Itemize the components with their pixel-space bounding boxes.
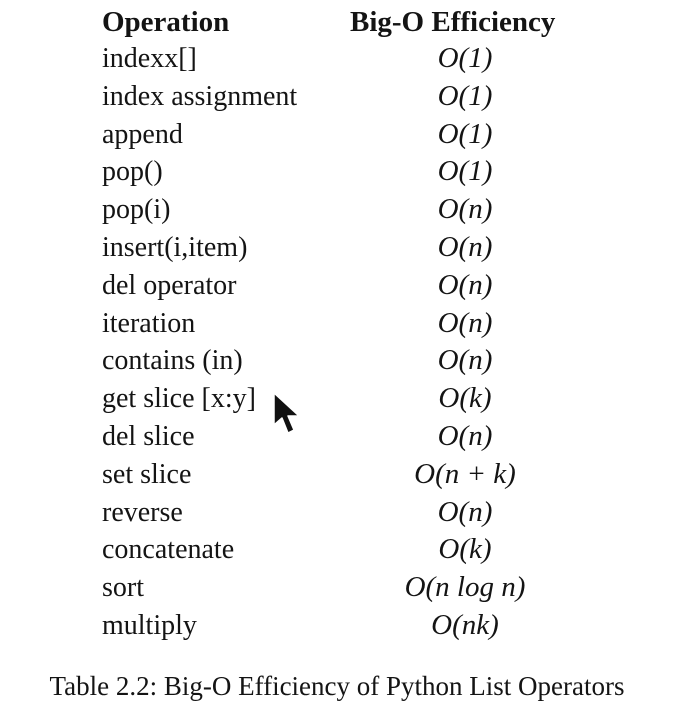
efficiency-cell: O(n) bbox=[437, 419, 493, 452]
arrow-cursor-icon bbox=[272, 391, 302, 437]
operation-cell: pop() bbox=[102, 156, 163, 188]
table-row bbox=[100, 116, 640, 154]
table-row bbox=[100, 305, 640, 343]
operation-cell: indexx[] bbox=[102, 43, 197, 74]
efficiency-cell: O(n) bbox=[437, 495, 493, 528]
efficiency-cell: O(n) bbox=[437, 268, 493, 301]
operation-cell: append bbox=[102, 118, 183, 150]
operation-cell: del operator bbox=[102, 269, 237, 301]
efficiency-cell: O(1) bbox=[437, 155, 493, 188]
efficiency-cell: O(n) bbox=[437, 344, 493, 377]
table-row bbox=[100, 267, 640, 305]
efficiency-cell: O(nk) bbox=[431, 608, 499, 641]
table-row bbox=[100, 342, 640, 380]
table-row bbox=[100, 418, 640, 456]
efficiency-cell: O(1) bbox=[437, 42, 493, 74]
table-body bbox=[100, 40, 640, 645]
table-row bbox=[100, 153, 640, 191]
efficiency-cell: O(n) bbox=[437, 306, 493, 339]
efficiency-cell: O(1) bbox=[437, 117, 493, 150]
efficiency-cell: O(n) bbox=[437, 230, 493, 263]
header-operation: Operation bbox=[102, 6, 230, 38]
operation-cell: concatenate bbox=[102, 534, 235, 566]
operation-cell: iteration bbox=[102, 307, 196, 339]
operation-cell: del slice bbox=[102, 420, 195, 452]
operation-cell: reverse bbox=[102, 496, 183, 528]
operation-cell: set slice bbox=[102, 458, 192, 490]
operation-cell: insert(i,item) bbox=[102, 231, 248, 263]
table-row bbox=[100, 78, 640, 116]
table-row bbox=[100, 191, 640, 229]
operation-cell: sort bbox=[102, 572, 144, 604]
table-header bbox=[100, 4, 640, 40]
operation-cell: index assignment bbox=[102, 80, 298, 112]
table-row bbox=[100, 456, 640, 494]
efficiency-cell: O(n) bbox=[437, 193, 493, 226]
table-row bbox=[100, 380, 640, 418]
operation-cell: contains (in) bbox=[102, 345, 243, 377]
efficiency-cell: O(1) bbox=[437, 79, 493, 112]
table-row bbox=[100, 531, 640, 569]
operation-cell: pop(i) bbox=[102, 194, 171, 226]
efficiency-cell: O(k) bbox=[438, 533, 492, 566]
table-row bbox=[100, 607, 640, 645]
table-row bbox=[100, 229, 640, 267]
efficiency-cell: O(n log n) bbox=[404, 571, 526, 604]
table-row bbox=[100, 569, 640, 607]
big-o-table bbox=[100, 4, 640, 645]
operation-cell: get slice [x:y] bbox=[102, 383, 256, 415]
table-row bbox=[100, 494, 640, 532]
table-caption: Table 2.2: Big-O Efficiency of Python List Operators bbox=[49, 671, 625, 701]
table-row bbox=[100, 40, 640, 78]
header-efficiency: Big-O Efficiency bbox=[350, 6, 556, 38]
efficiency-cell: O(n + k) bbox=[414, 457, 516, 490]
operation-cell: multiply bbox=[102, 609, 197, 641]
efficiency-cell: O(k) bbox=[438, 382, 492, 415]
